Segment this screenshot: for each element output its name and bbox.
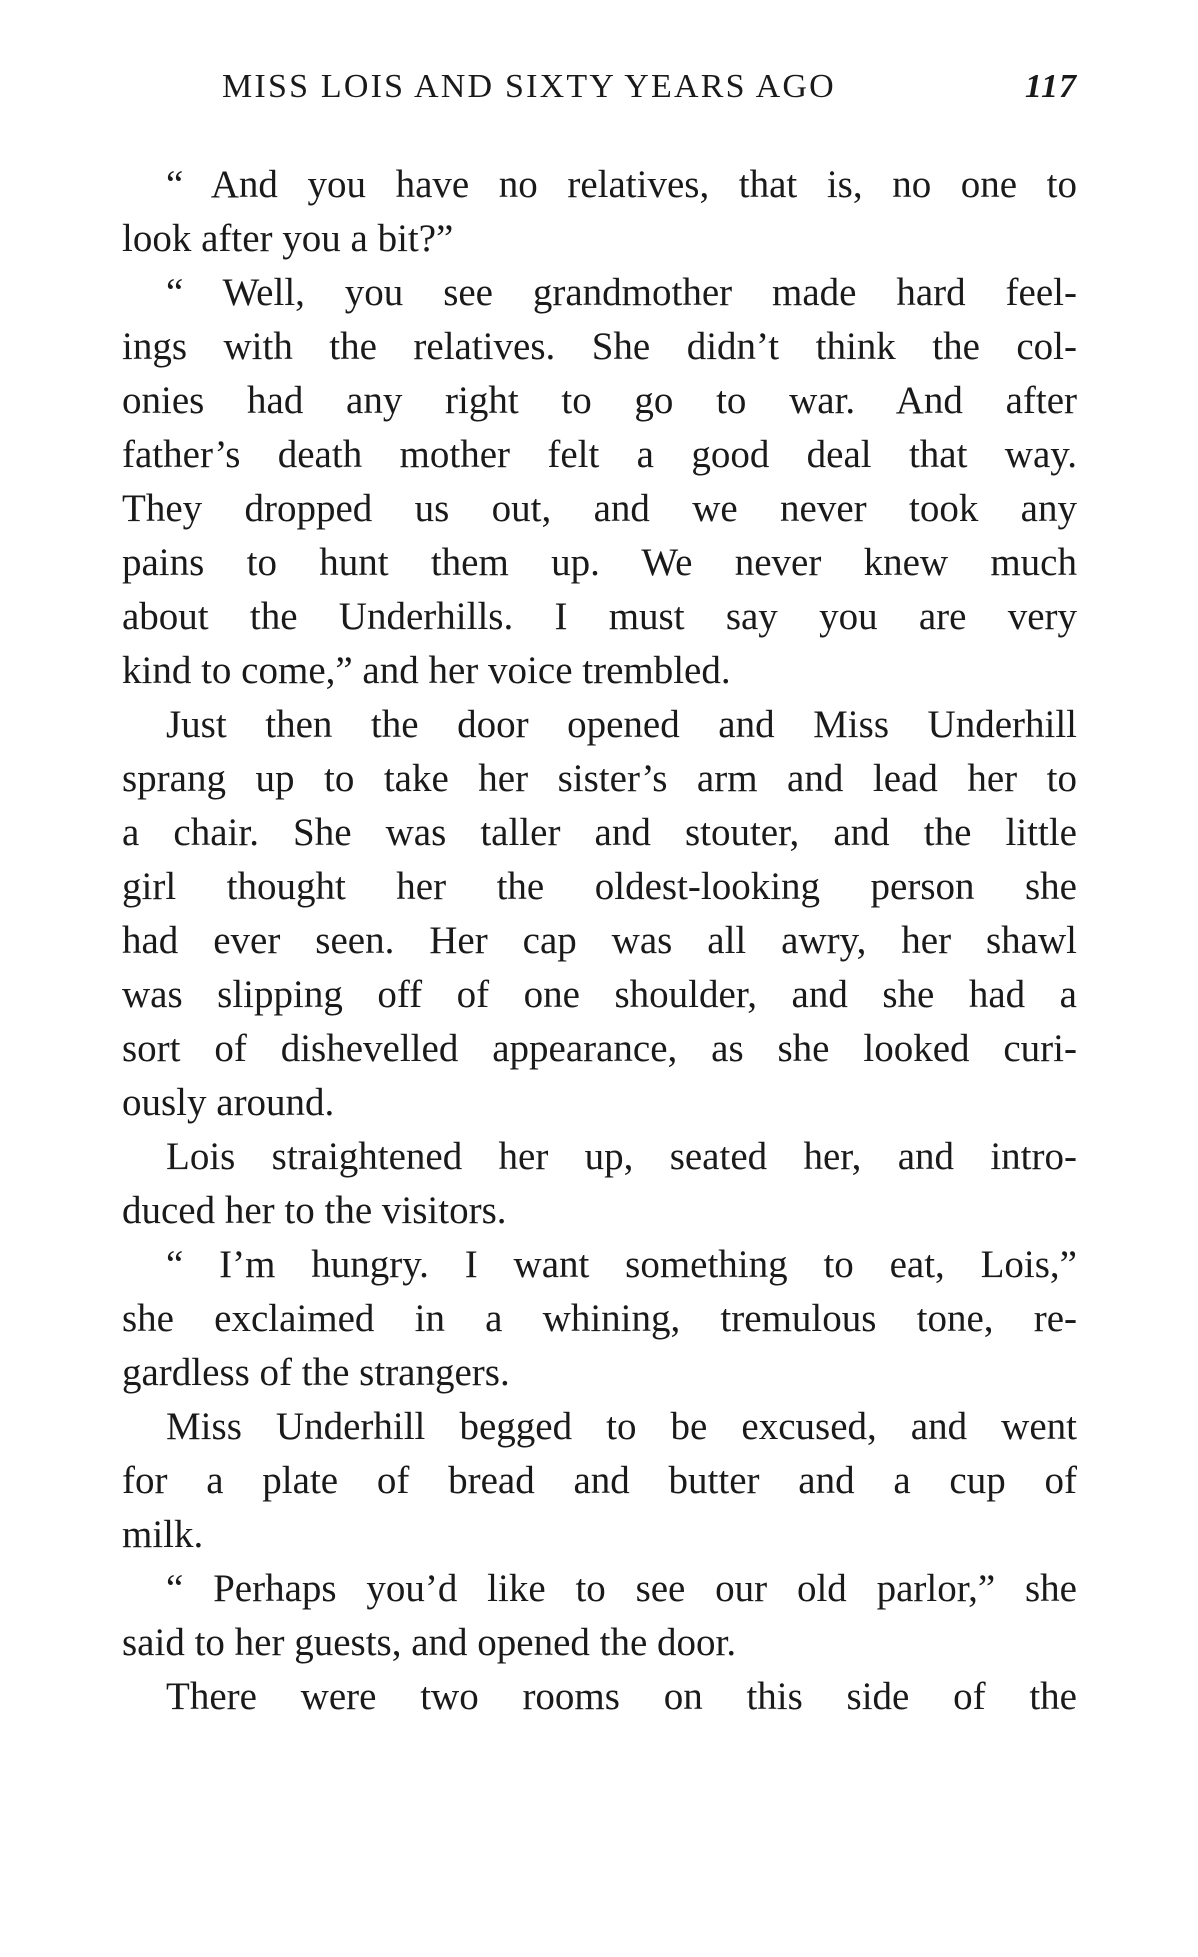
text-line: had ever seen. Her cap was all awry, her shawl <box>122 919 1077 962</box>
text-line: milk. <box>122 1513 204 1556</box>
text-line: Miss Underhill begged to be excused, and went <box>166 1405 1077 1448</box>
text-line: about the Underhills. I must say you are very <box>122 595 1077 638</box>
text-line: Lois straightened her up, seated her, and intro- <box>166 1135 1077 1178</box>
page-number: 117 <box>1024 68 1077 105</box>
text-line: gardless of the strangers. <box>122 1351 510 1394</box>
body-text <box>122 158 1077 1724</box>
text-line: “ Perhaps you’d like to see our old parlor,” she <box>166 1567 1077 1610</box>
text-line: a chair. She was taller and stouter, and the little <box>122 811 1077 854</box>
text-line: “ And you have no relatives, that is, no one to <box>166 163 1077 206</box>
text-line: for a plate of bread and butter and a cup of <box>122 1459 1077 1502</box>
text-line: duced her to the visitors. <box>122 1189 507 1232</box>
text-line: kind to come,” and her voice trembled. <box>122 649 731 692</box>
text-line: sort of dishevelled appearance, as she looked curi- <box>122 1027 1077 1070</box>
text-line: They dropped us out, and we never took any <box>122 487 1077 530</box>
text-line: “ Well, you see grandmother made hard feel- <box>166 271 1077 314</box>
text-line: girl thought her the oldest-looking person she <box>122 865 1077 908</box>
text-line: ously around. <box>122 1081 335 1124</box>
text-line: ings with the relatives. She didn’t think the col- <box>122 325 1077 368</box>
text-line: There were two rooms on this side of the <box>166 1675 1077 1718</box>
text-line: was slipping off of one shoulder, and she had a <box>122 973 1077 1016</box>
text-line: sprang up to take her sister’s arm and lead her to <box>122 757 1077 800</box>
text-line: “ I’m hungry. I want something to eat, Lois,” <box>166 1243 1077 1286</box>
text-line: father’s death mother felt a good deal that way. <box>122 433 1077 476</box>
text-line: she exclaimed in a whining, tremulous tone, re- <box>122 1297 1077 1340</box>
running-title: MISS LOIS AND SIXTY YEARS AGO <box>222 68 836 105</box>
running-head <box>222 68 1077 112</box>
text-line: Just then the door opened and Miss Underhill <box>166 703 1077 746</box>
text-line: onies had any right to go to war. And after <box>122 379 1077 422</box>
text-line: said to her guests, and opened the door. <box>122 1621 737 1664</box>
text-line: pains to hunt them up. We never knew much <box>122 541 1077 584</box>
text-line: look after you a bit?” <box>122 217 454 260</box>
